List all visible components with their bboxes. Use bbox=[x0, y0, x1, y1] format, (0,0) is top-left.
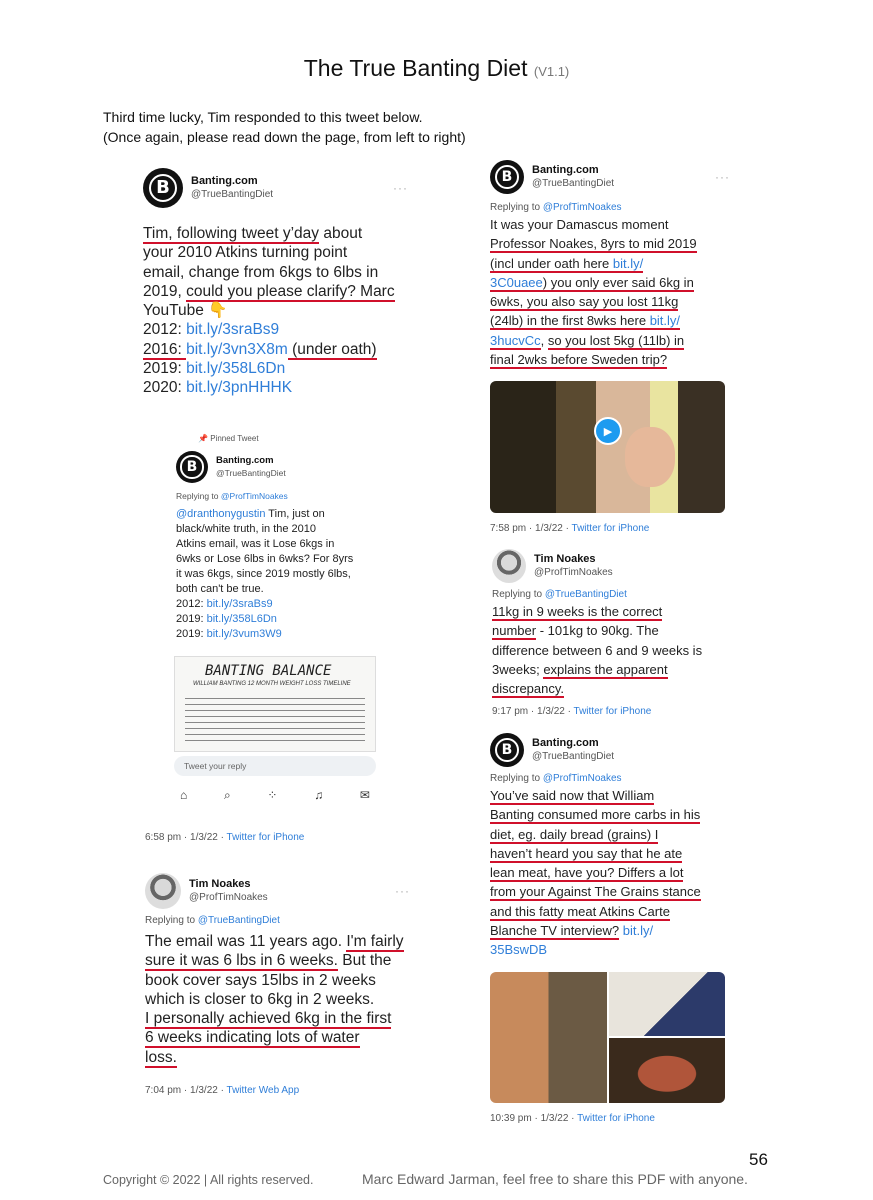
tweet-line: book cover says 15lbs in 2 weeks bbox=[145, 971, 376, 989]
tweet-line bbox=[145, 1048, 410, 1067]
text-segment: so you lost 5kg (11lb) in bbox=[547, 332, 685, 348]
tweet-5 bbox=[490, 733, 730, 1124]
text-segment: about bbox=[319, 225, 363, 242]
avatar[interactable] bbox=[490, 733, 524, 767]
tweet-line: email, change from 6kgs to 6lbs in bbox=[143, 263, 379, 281]
tweet-line bbox=[490, 844, 730, 863]
tweet-line bbox=[492, 602, 732, 621]
text-segment: (under oath) bbox=[287, 340, 377, 358]
tweet-header bbox=[492, 549, 732, 583]
text-segment: , bbox=[540, 332, 548, 348]
tweet-line bbox=[490, 882, 730, 901]
tweet-line bbox=[490, 273, 730, 292]
tweet-link[interactable]: bit.ly/358L6Dn bbox=[206, 613, 277, 625]
tweet-line bbox=[176, 627, 380, 642]
tweet-line bbox=[145, 951, 410, 970]
tweet-body bbox=[490, 215, 730, 369]
more-icon[interactable]: ··· bbox=[715, 170, 730, 184]
avatar[interactable] bbox=[176, 451, 208, 483]
text-segment: - 101kg to 90kg. The bbox=[536, 623, 659, 639]
tweet-line bbox=[143, 340, 408, 359]
text-segment: 6wks, you also say you lost 11kg bbox=[490, 294, 679, 310]
pinned-label bbox=[198, 434, 380, 443]
page-title bbox=[0, 55, 873, 82]
intro-line-2: (Once again, please read down the page, from left to right) bbox=[103, 129, 466, 145]
tweet-line: It was your Damascus moment bbox=[490, 217, 669, 232]
tweet-body bbox=[143, 224, 408, 398]
tweet-body bbox=[490, 786, 730, 960]
reply-prefix: Replying to bbox=[145, 915, 198, 926]
text-segment: 2019, bbox=[143, 282, 187, 300]
intro-text bbox=[103, 107, 466, 147]
author-handle[interactable]: @TrueBantingDiet bbox=[191, 189, 274, 200]
intro-line-1: Third time lucky, Tim responded to this tweet below. bbox=[103, 109, 423, 125]
tweet-line: which is closer to 6kg in 2 weeks. bbox=[145, 990, 375, 1008]
tweet-line bbox=[490, 825, 730, 844]
tweet-link[interactable]: bit.ly/ bbox=[649, 313, 681, 329]
tweet-link[interactable]: 3hucvCc bbox=[490, 332, 541, 348]
grid-image-magazine[interactable] bbox=[609, 972, 725, 1036]
tweet-line bbox=[145, 1009, 410, 1028]
source-link[interactable]: Twitter Web App bbox=[226, 1085, 300, 1097]
image-title: BANTING BALANCE bbox=[205, 663, 332, 679]
text-segment: Banting consumed more carbs in his bbox=[490, 807, 701, 823]
avatar[interactable] bbox=[492, 549, 526, 583]
tweet-link[interactable]: bit.ly/ bbox=[612, 255, 644, 271]
author-name[interactable]: Tim Noakes bbox=[534, 553, 596, 565]
spaces-icon[interactable]: ⁘ bbox=[267, 788, 278, 802]
text-segment: (incl under oath here bbox=[490, 255, 613, 271]
title-text: The True Banting Diet bbox=[303, 55, 528, 81]
credit-text: Marc Edward Jarman, feel free to share this PDF with anyone. bbox=[362, 1171, 748, 1187]
text-segment: Professor Noakes, 8yrs to mid 2019 bbox=[490, 236, 697, 252]
image-grid bbox=[490, 972, 725, 1103]
copyright-text: Copyright © 2022 | All rights reserved. bbox=[103, 1173, 314, 1187]
text-segment: You’ve said now that William bbox=[490, 788, 655, 803]
text-segment: 3weeks; bbox=[492, 661, 544, 677]
more-icon[interactable]: ··· bbox=[395, 884, 410, 898]
tweet-line bbox=[143, 282, 408, 301]
source-link[interactable]: Twitter for iPhone bbox=[571, 523, 650, 535]
tweet-2 bbox=[145, 873, 410, 1096]
author bbox=[532, 164, 614, 190]
tweet-line: your 2010 Atkins turning point bbox=[143, 244, 348, 262]
reply-prefix: Replying to bbox=[176, 491, 221, 501]
tweet-line bbox=[145, 932, 410, 951]
source-link[interactable]: Twitter for iPhone bbox=[573, 706, 652, 718]
pinned-tweet-screenshot bbox=[168, 434, 380, 803]
tweet-line bbox=[490, 350, 730, 369]
reply-line bbox=[490, 773, 730, 784]
text-segment: ) you only ever said 6kg in bbox=[542, 274, 694, 290]
reply-mention[interactable]: @ProfTimNoakes bbox=[542, 773, 622, 784]
reply-line bbox=[176, 491, 380, 501]
version-label: (V1.1) bbox=[533, 64, 570, 79]
tweet-line: 6wks or Lose 6lbs in 6wks? For 8yrs bbox=[176, 553, 354, 565]
tweet-link[interactable]: bit.ly/3sraBs9 bbox=[186, 321, 280, 339]
text-segment: from your Against The Grains stance bbox=[490, 884, 701, 900]
tweet-line bbox=[490, 311, 730, 330]
text-segment: The email was 11 years ago. bbox=[145, 933, 347, 950]
tweet-line: YouTube 👇 bbox=[143, 302, 228, 320]
tweet-4 bbox=[492, 549, 732, 717]
text-segment: loss. bbox=[145, 1048, 177, 1066]
text-segment: But the bbox=[337, 952, 392, 970]
tweet-line bbox=[492, 621, 732, 640]
text-segment: (24lb) in the first 8wks here bbox=[490, 313, 650, 329]
author-name[interactable]: Banting.com bbox=[532, 737, 599, 749]
text-segment: Tim, following tweet y’day bbox=[143, 225, 320, 242]
tweet-header bbox=[143, 168, 408, 208]
text-segment: 2016: bbox=[143, 340, 187, 358]
author bbox=[216, 454, 286, 480]
tweet-link[interactable]: bit.ly/3vum3W9 bbox=[206, 628, 282, 640]
banting-logo-icon: B bbox=[149, 174, 178, 203]
quoted-body bbox=[176, 507, 380, 642]
tweet-line bbox=[492, 660, 732, 679]
search-icon[interactable]: ⌕ bbox=[223, 788, 231, 802]
author bbox=[534, 553, 613, 579]
tweet-body bbox=[145, 932, 410, 1067]
tweet-link[interactable]: 35BswDB bbox=[490, 942, 548, 958]
text-segment: could you please clarify? Marc bbox=[186, 282, 395, 300]
text-segment: 2019: bbox=[143, 360, 187, 378]
tweet-line bbox=[490, 786, 730, 805]
page-number: 56 bbox=[749, 1150, 768, 1169]
reply-prefix: Replying to bbox=[490, 773, 543, 784]
tweet-link[interactable]: bit.ly/3pnHHHK bbox=[186, 379, 293, 397]
tweet-line bbox=[143, 320, 408, 339]
reply-mention[interactable]: @TrueBantingDiet bbox=[544, 589, 627, 600]
timestamp[interactable]: 10:39 pm · 1/3/22 · bbox=[490, 1112, 578, 1124]
tweet-line bbox=[176, 507, 380, 522]
bell-icon[interactable]: ♫ bbox=[314, 788, 324, 802]
avatar[interactable] bbox=[143, 168, 183, 208]
face-shape bbox=[625, 427, 675, 487]
tweet-line bbox=[490, 331, 730, 350]
author bbox=[532, 737, 614, 763]
tweet-line bbox=[176, 612, 380, 627]
source-link[interactable]: Twitter for iPhone bbox=[577, 1112, 655, 1124]
text-segment: number bbox=[492, 623, 537, 639]
reply-mention[interactable]: @ProfTimNoakes bbox=[220, 491, 288, 501]
tweet-link[interactable]: bit.ly/358L6Dn bbox=[186, 360, 286, 378]
reply-input[interactable]: Tweet your reply bbox=[174, 756, 376, 776]
tweet-line bbox=[143, 224, 408, 243]
tweet-line bbox=[490, 902, 730, 921]
text-segment: sure it was 6 lbs in 6 weeks. bbox=[145, 952, 338, 970]
banting-logo-icon: B bbox=[495, 738, 519, 762]
bottom-nav bbox=[180, 788, 370, 803]
grid-image-meat[interactable] bbox=[609, 1038, 725, 1103]
text-segment: 2019: bbox=[176, 628, 207, 640]
tweet-link[interactable]: 3C0uaee bbox=[490, 274, 543, 290]
author-name[interactable]: Tim Noakes bbox=[189, 878, 251, 890]
timestamp[interactable]: 7:04 pm · 1/3/22 · bbox=[145, 1085, 227, 1097]
tweet-line bbox=[145, 1028, 410, 1047]
tweet-line bbox=[490, 921, 730, 940]
timestamp[interactable]: 6:58 pm · 1/3/22 · bbox=[145, 832, 227, 843]
text-segment: I'm fairly bbox=[346, 933, 404, 950]
tweet-line bbox=[490, 254, 730, 273]
video-thumbnail[interactable] bbox=[490, 381, 725, 513]
more-icon[interactable]: ··· bbox=[393, 181, 408, 195]
tweet-meta bbox=[145, 1085, 410, 1096]
author-name[interactable]: Banting.com bbox=[216, 455, 274, 466]
text-segment: 2019: bbox=[176, 613, 207, 625]
reply-line bbox=[492, 589, 732, 600]
handwritten-table bbox=[185, 693, 365, 741]
tweet-line: both can't be true. bbox=[176, 583, 264, 595]
text-segment: and this fatty meat Atkins Carte bbox=[490, 903, 670, 919]
text-segment: diet, eg. daily bread (grains) I bbox=[490, 826, 659, 842]
tweet-header bbox=[145, 873, 410, 909]
text-segment: 2020: bbox=[143, 379, 187, 397]
tweet-meta bbox=[490, 523, 730, 534]
text-segment: 6 weeks indicating lots of water bbox=[145, 1029, 360, 1047]
author-handle[interactable]: @TrueBantingDiet bbox=[216, 468, 286, 478]
timestamp[interactable]: 9:17 pm · 1/3/22 · bbox=[492, 706, 574, 718]
tweet-meta bbox=[490, 1113, 730, 1124]
tweet-link[interactable]: bit.ly/ bbox=[619, 923, 654, 939]
author-handle[interactable]: @TrueBantingDiet bbox=[532, 178, 615, 189]
tweet-link[interactable]: bit.ly/3vn3X8m bbox=[186, 340, 288, 358]
tweet-line: black/white truth, in the 2010 bbox=[176, 523, 317, 535]
tweet-line: difference between 6 and 9 weeks is bbox=[492, 642, 703, 658]
author-handle[interactable]: @TrueBantingDiet bbox=[532, 751, 615, 762]
tweet-line: Atkins email, was it Lose 6kgs in bbox=[176, 538, 335, 550]
pinned-text: Pinned Tweet bbox=[210, 434, 259, 443]
tweet-line bbox=[490, 234, 730, 253]
timestamp[interactable]: 7:58 pm · 1/3/22 · bbox=[490, 523, 572, 535]
tweet-line bbox=[492, 679, 732, 698]
text-segment: lean meat, have you? Differs a lot bbox=[490, 865, 684, 881]
author-name[interactable]: Banting.com bbox=[532, 164, 599, 176]
author bbox=[189, 878, 268, 904]
source-link[interactable]: Twitter for iPhone bbox=[226, 832, 305, 843]
tweet-line bbox=[143, 359, 408, 378]
banting-logo-icon: B bbox=[495, 165, 519, 189]
reply-prefix: Replying to bbox=[490, 202, 543, 213]
author-handle[interactable]: @ProfTimNoakes bbox=[189, 892, 268, 903]
tweet-header bbox=[490, 160, 730, 194]
text-segment: 2012: bbox=[143, 321, 187, 339]
text-segment: Tim, just on bbox=[265, 508, 325, 520]
grid-image-portraits[interactable] bbox=[490, 972, 607, 1103]
tweet-body bbox=[492, 602, 732, 698]
image-subtitle: WILLIAM BANTING 12 MONTH WEIGHT LOSS TIMELINE bbox=[193, 681, 351, 687]
text-segment: discrepancy. bbox=[492, 681, 565, 697]
mail-icon[interactable]: ✉ bbox=[359, 788, 370, 802]
tweet-header bbox=[176, 451, 380, 483]
text-segment: haven’t heard you say that he ate bbox=[490, 845, 683, 861]
tweet-line bbox=[490, 292, 730, 311]
avatar[interactable] bbox=[490, 160, 524, 194]
tweet-line bbox=[176, 597, 380, 612]
reply-mention[interactable]: @ProfTimNoakes bbox=[542, 202, 622, 213]
text-segment: 11kg in 9 weeks is the correct bbox=[492, 604, 663, 619]
text-segment: explains the apparent bbox=[543, 661, 668, 677]
tweet-1-meta bbox=[145, 832, 304, 843]
avatar[interactable] bbox=[145, 873, 181, 909]
reply-line bbox=[490, 202, 730, 213]
home-icon[interactable]: ⌂ bbox=[180, 788, 188, 802]
banting-balance-image[interactable] bbox=[174, 656, 376, 752]
banting-logo-icon: B bbox=[180, 455, 203, 478]
tweet-line bbox=[490, 863, 730, 882]
text-segment: Blanche TV interview? bbox=[490, 923, 620, 939]
text-segment: final 2wks before Sweden trip? bbox=[490, 352, 668, 368]
pin-icon: 📌 bbox=[198, 434, 208, 443]
text-segment: 2012: bbox=[176, 598, 207, 610]
play-icon[interactable]: ▶ bbox=[594, 417, 622, 445]
author-handle[interactable]: @ProfTimNoakes bbox=[534, 567, 613, 578]
tweet-link[interactable]: bit.ly/3sraBs9 bbox=[206, 598, 273, 610]
tweet-line: it was 6kgs, since 2019 mostly 6lbs, bbox=[176, 568, 351, 580]
mention-link[interactable]: @dranthonygustin bbox=[176, 508, 266, 520]
reply-prefix: Replying to bbox=[492, 589, 545, 600]
author bbox=[191, 175, 273, 201]
author-name[interactable]: Banting.com bbox=[191, 175, 258, 187]
tweet-header bbox=[490, 733, 730, 767]
reply-mention[interactable]: @TrueBantingDiet bbox=[197, 915, 280, 926]
tweet-3 bbox=[490, 160, 730, 534]
tweet-line bbox=[490, 940, 730, 959]
tweet-1 bbox=[143, 168, 408, 398]
tweet-line bbox=[490, 805, 730, 824]
reply-line bbox=[145, 915, 410, 926]
tweet-meta bbox=[492, 706, 732, 717]
tweet-line bbox=[143, 378, 408, 397]
text-segment: I personally achieved 6kg in the first bbox=[145, 1010, 392, 1028]
